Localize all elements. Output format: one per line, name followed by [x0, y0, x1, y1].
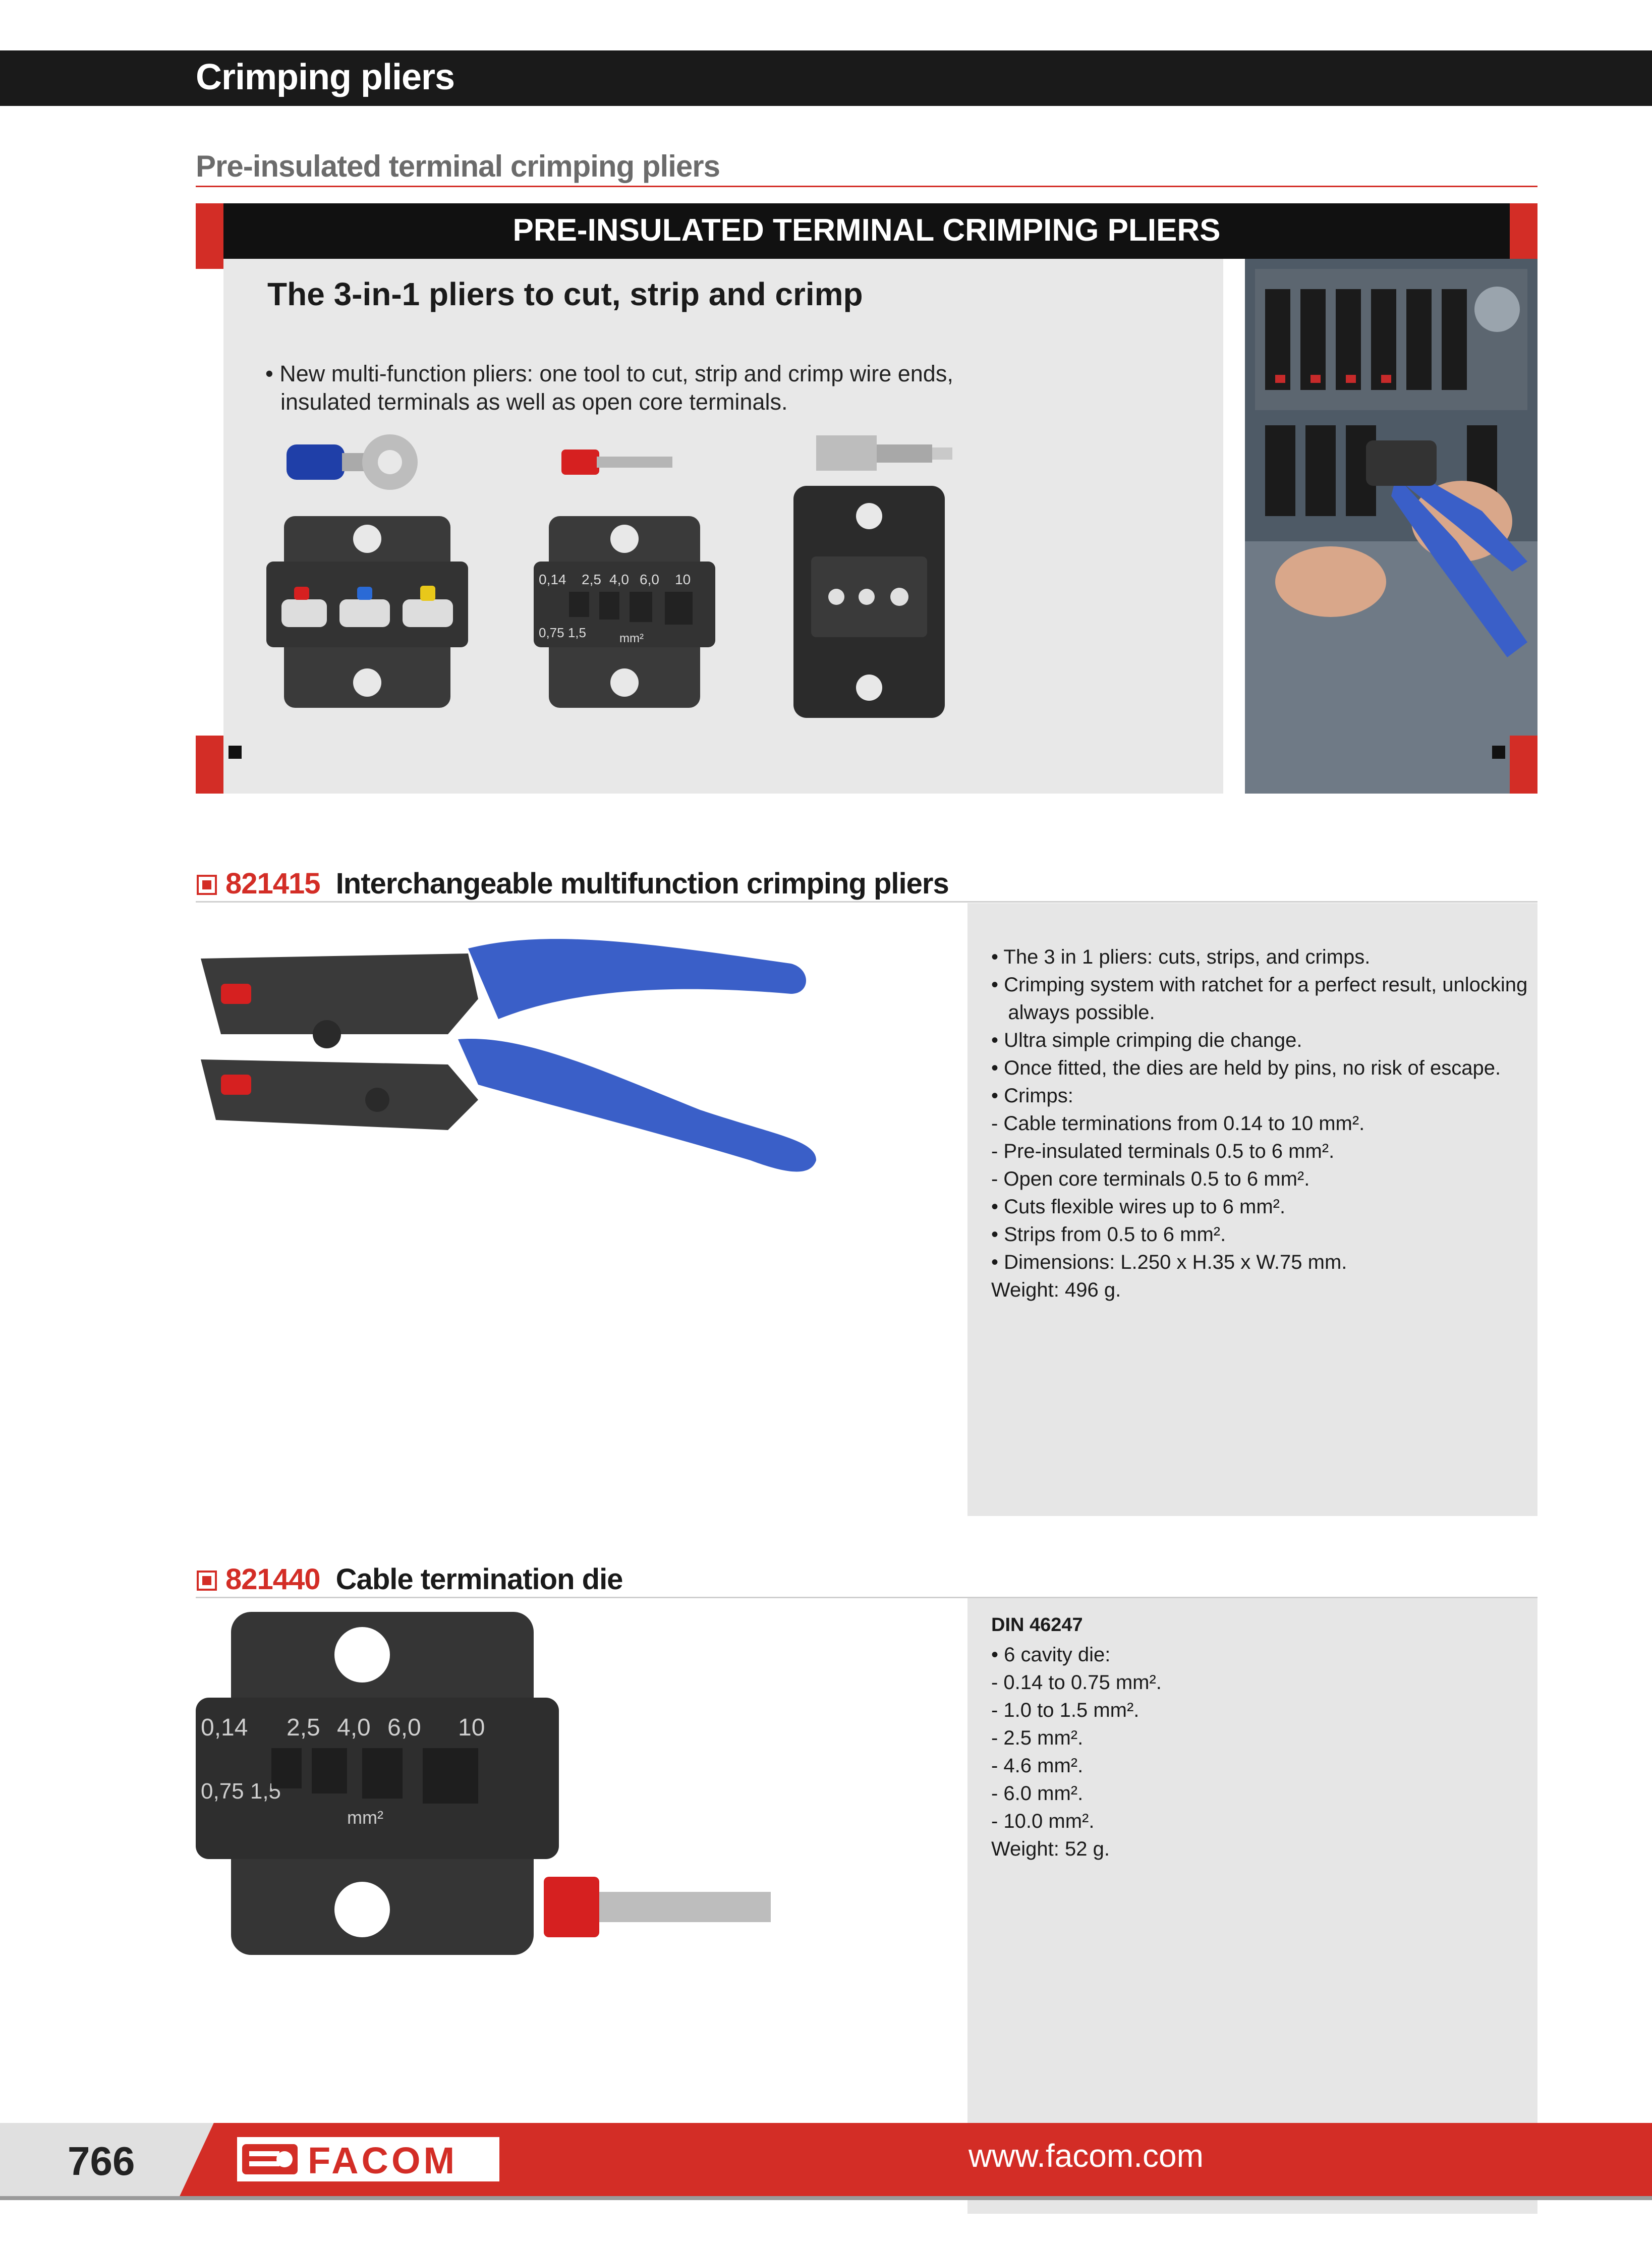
die-size-label: 10	[458, 1714, 485, 1741]
description-line: Weight: 52 g.	[991, 1838, 1110, 1860]
description-line: - Open core terminals 0.5 to 6 mm².	[991, 1168, 1310, 1190]
product-divider	[196, 901, 1537, 903]
product-code: 821415	[225, 867, 320, 900]
standard-label: DIN 46247	[991, 1614, 1083, 1636]
product-heading	[225, 1562, 622, 1596]
page-number: 766	[68, 2139, 135, 2183]
die-size-label: 6,0	[640, 572, 659, 587]
description-line: - Cable terminations from 0.14 to 10 mm².	[991, 1112, 1365, 1135]
product-name: Cable termination die	[335, 1563, 623, 1596]
die-size-label: 2,5	[582, 572, 601, 587]
footer-website-link[interactable]: www.facom.com	[969, 2138, 1204, 2174]
die-unit-label: mm²	[619, 632, 644, 645]
description-line: - 10.0 mm².	[991, 1810, 1095, 1832]
cable-termination-die-image	[196, 1612, 796, 1965]
product-name: Interchangeable multifunction crimping pliers	[335, 867, 949, 900]
description-line: • Ultra simple crimping die change.	[991, 1029, 1302, 1051]
banner-bullet	[265, 360, 972, 416]
electrician-photo	[1245, 259, 1537, 794]
product-description	[991, 1614, 1162, 1863]
corner-marker	[196, 736, 223, 794]
product-code: 821440	[225, 1563, 320, 1596]
description-line: - 0.14 to 0.75 mm².	[991, 1671, 1162, 1694]
die-size-label: 0,75 1,5	[539, 625, 586, 640]
die-size-label: 4,0	[609, 572, 629, 587]
description-line: • Cuts flexible wires up to 6 mm².	[991, 1196, 1286, 1218]
ferrule-image	[561, 450, 672, 475]
die-size-label: 0,75 1,5	[201, 1779, 281, 1804]
description-line: - 4.6 mm².	[991, 1755, 1084, 1777]
section-divider	[196, 186, 1537, 187]
cable-termination-die-image	[534, 516, 715, 708]
die-size-label: 2,5	[287, 1714, 320, 1741]
die-unit-label: mm²	[347, 1807, 383, 1828]
product-code-icon	[197, 875, 217, 895]
feature-banner	[196, 203, 1537, 794]
section-title: Pre-insulated terminal crimping pliers	[196, 149, 720, 183]
crimping-pliers-image	[196, 918, 922, 1181]
corner-square	[229, 746, 242, 759]
description-line: • Once fitted, the dies are held by pins, no risk of escape.	[991, 1057, 1501, 1079]
facom-logo-text: FACOM	[308, 2140, 458, 2181]
description-line: - Pre-insulated terminals 0.5 to 6 mm².	[991, 1140, 1335, 1162]
banner-title: PRE-INSULATED TERMINAL CRIMPING PLIERS	[512, 213, 1221, 248]
description-line: - 2.5 mm².	[991, 1727, 1084, 1749]
die-size-label: 10	[675, 572, 691, 587]
footer-underline	[0, 2196, 1652, 2200]
description-line: • Crimping system with ratchet for a perfect result, unlocking	[991, 974, 1528, 996]
description-line: • Crimps:	[991, 1085, 1073, 1107]
open-core-die-image	[793, 486, 945, 718]
die-sets-illustration	[266, 425, 1184, 748]
pre-insulated-die-image	[266, 516, 468, 708]
die-size-label: 4,0	[337, 1714, 371, 1741]
facom-logo-icon	[237, 2137, 303, 2181]
description-line: - 6.0 mm².	[991, 1782, 1084, 1805]
die-size-label: 6,0	[387, 1714, 421, 1741]
product-heading	[225, 867, 949, 901]
description-line: • The 3 in 1 pliers: cuts, strips, and crimps.	[991, 946, 1371, 968]
product-description	[991, 943, 1527, 1304]
product-code-icon	[197, 1571, 217, 1591]
page-title: Crimping pliers	[196, 57, 455, 97]
open-core-terminal-image	[816, 435, 952, 471]
die-size-label: 0,14	[201, 1714, 248, 1741]
ring-terminal-image	[287, 434, 418, 490]
description-line: • Strips from 0.5 to 6 mm².	[991, 1223, 1226, 1246]
description-line: • 6 cavity die:	[991, 1644, 1111, 1666]
banner-bullet-line: • New multi-function pliers: one tool to cut, strip and crimp wire ends,	[265, 361, 953, 386]
corner-square	[1492, 746, 1505, 759]
banner-subtitle: The 3-in-1 pliers to cut, strip and crimp	[267, 276, 863, 312]
description-line: - 1.0 to 1.5 mm².	[991, 1699, 1140, 1721]
banner-bullet-line: insulated terminals as well as open core terminals.	[280, 389, 788, 415]
die-size-label: 0,14	[539, 572, 566, 587]
description-line: always possible.	[991, 1001, 1155, 1024]
corner-marker	[1510, 736, 1537, 794]
description-line: Weight: 496 g.	[991, 1279, 1121, 1301]
description-line: • Dimensions: L.250 x H.35 x W.75 mm.	[991, 1251, 1347, 1273]
